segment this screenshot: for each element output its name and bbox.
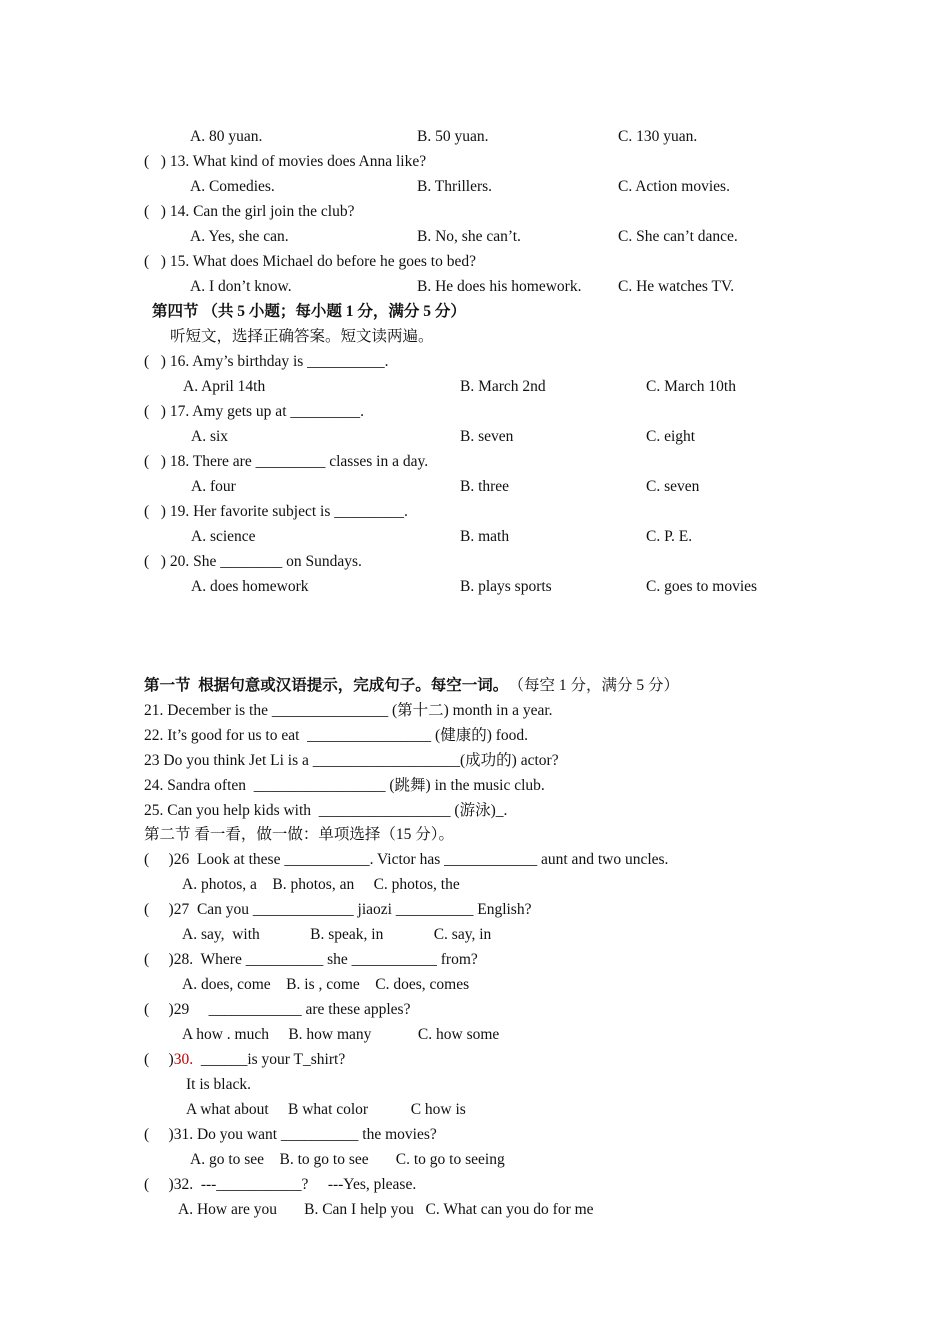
- q14-stem: ( ) 14. Can the girl join the club?: [144, 203, 355, 220]
- q13-stem: ( ) 13. What kind of movies does Anna like?: [144, 153, 427, 170]
- section4-instruction: 听短文，选择正确答案。短文读两遍。: [170, 328, 434, 345]
- q16-option-c: C. March 10th: [646, 378, 736, 395]
- q18-option-b: B. three: [460, 478, 510, 495]
- q16-option-b: B. March 2nd: [460, 378, 546, 395]
- q14-option-b: B. No, she can’t.: [417, 228, 521, 245]
- q17-option-a: A. six: [191, 428, 229, 445]
- q20-stem: ( ) 20. She ________ on Sundays.: [144, 553, 362, 570]
- q30-number: 30.: [173, 1051, 194, 1068]
- q30-bracket: ( ): [144, 1051, 174, 1068]
- q27-options: A. say, with B. speak, in C. say, in: [182, 926, 492, 943]
- q15-option-a: A. I don’t know.: [190, 278, 292, 295]
- q19-option-c: C. P. E.: [646, 528, 693, 545]
- section2-title: 第二节 看一看，做一做：单项选择（15 分）。: [144, 826, 455, 843]
- q30-answer: It is black.: [186, 1076, 251, 1093]
- q19-stem: ( ) 19. Her favorite subject is _________.: [144, 503, 408, 520]
- q12-option-b: B. 50 yuan.: [417, 128, 489, 145]
- q12-option-a: A. 80 yuan.: [190, 128, 263, 145]
- q17-option-b: B. seven: [460, 428, 514, 445]
- q31-options: A. go to see B. to go to see C. to go to seeing: [190, 1151, 505, 1168]
- q13-option-a: A. Comedies.: [190, 178, 275, 195]
- fill-in-title: [144, 676, 679, 696]
- q30-options: A what about B what color C how is: [186, 1101, 466, 1118]
- q16-option-a: A. April 14th: [183, 378, 266, 395]
- fill-in-score: （每空 1 分，满分 5 分）: [516, 677, 680, 694]
- q20-option-c: C. goes to movies: [646, 578, 758, 595]
- q20-option-a: A. does homework: [191, 578, 309, 595]
- q24: 24. Sandra often _________________ (跳舞) in the music club.: [144, 777, 545, 794]
- q18-option-a: A. four: [191, 478, 236, 495]
- q30-question: ______is your T_shirt?: [193, 1051, 346, 1068]
- q19-option-b: B. math: [460, 528, 510, 545]
- q15-stem: ( ) 15. What does Michael do before he goes to bed?: [144, 253, 476, 270]
- q31-stem: ( )31. Do you want __________ the movies?: [144, 1126, 437, 1143]
- q32-options: A. How are you B. Can I help you C. What can you do for me: [178, 1201, 594, 1218]
- q30-stem: [144, 1050, 345, 1070]
- section4-title: 第四节 （共 5 小题；每小题 1 分，满分 5 分）: [152, 303, 466, 320]
- q22: 22. It’s good for us to eat ________________ (健康的) food.: [144, 727, 529, 744]
- q17-stem: ( ) 17. Amy gets up at _________.: [144, 403, 364, 420]
- q14-option-c: C. She can’t dance.: [618, 228, 738, 245]
- q20-option-b: B. plays sports: [460, 578, 552, 595]
- q21: 21. December is the _______________ (第十二) month in a year.: [144, 702, 553, 719]
- q14-option-a: A. Yes, she can.: [190, 228, 289, 245]
- fill-in-heading: 第一节 根据句意或汉语提示，完成句子。每空一词。: [144, 677, 509, 694]
- q23: 23 Do you think Jet Li is a ___________________(成功的) actor?: [144, 752, 559, 769]
- q13-option-c: C. Action movies.: [618, 178, 730, 195]
- q15-option-c: C. He watches TV.: [618, 278, 735, 295]
- q27-stem: ( )27 Can you _____________ jiaozi __________ English?: [144, 901, 532, 918]
- q26-options: A. photos, a B. photos, an C. photos, the: [182, 876, 460, 893]
- q29-options: A how . much B. how many C. how some: [182, 1026, 500, 1043]
- q28-options: A. does, come B. is , come C. does, comes: [182, 976, 470, 993]
- q16-stem: ( ) 16. Amy’s birthday is __________.: [144, 353, 389, 370]
- q15-option-b: B. He does his homework.: [417, 278, 582, 295]
- q17-option-c: C. eight: [646, 428, 696, 445]
- q25: 25. Can you help kids with _________________ (游泳)_.: [144, 802, 508, 819]
- q28-stem: ( )28. Where __________ she ___________ from?: [144, 951, 478, 968]
- q13-option-b: B. Thrillers.: [417, 178, 493, 195]
- q18-stem: ( ) 18. There are _________ classes in a day.: [144, 453, 429, 470]
- q19-option-a: A. science: [191, 528, 256, 545]
- q32-stem: ( )32. ---___________? ---Yes, please.: [144, 1176, 417, 1193]
- q12-option-c: C. 130 yuan.: [618, 128, 698, 145]
- q26-stem: ( )26 Look at these ___________. Victor has ____________ aunt and two uncles.: [144, 851, 669, 868]
- q29-stem: ( )29 ____________ are these apples?: [144, 1001, 411, 1018]
- q18-option-c: C. seven: [646, 478, 700, 495]
